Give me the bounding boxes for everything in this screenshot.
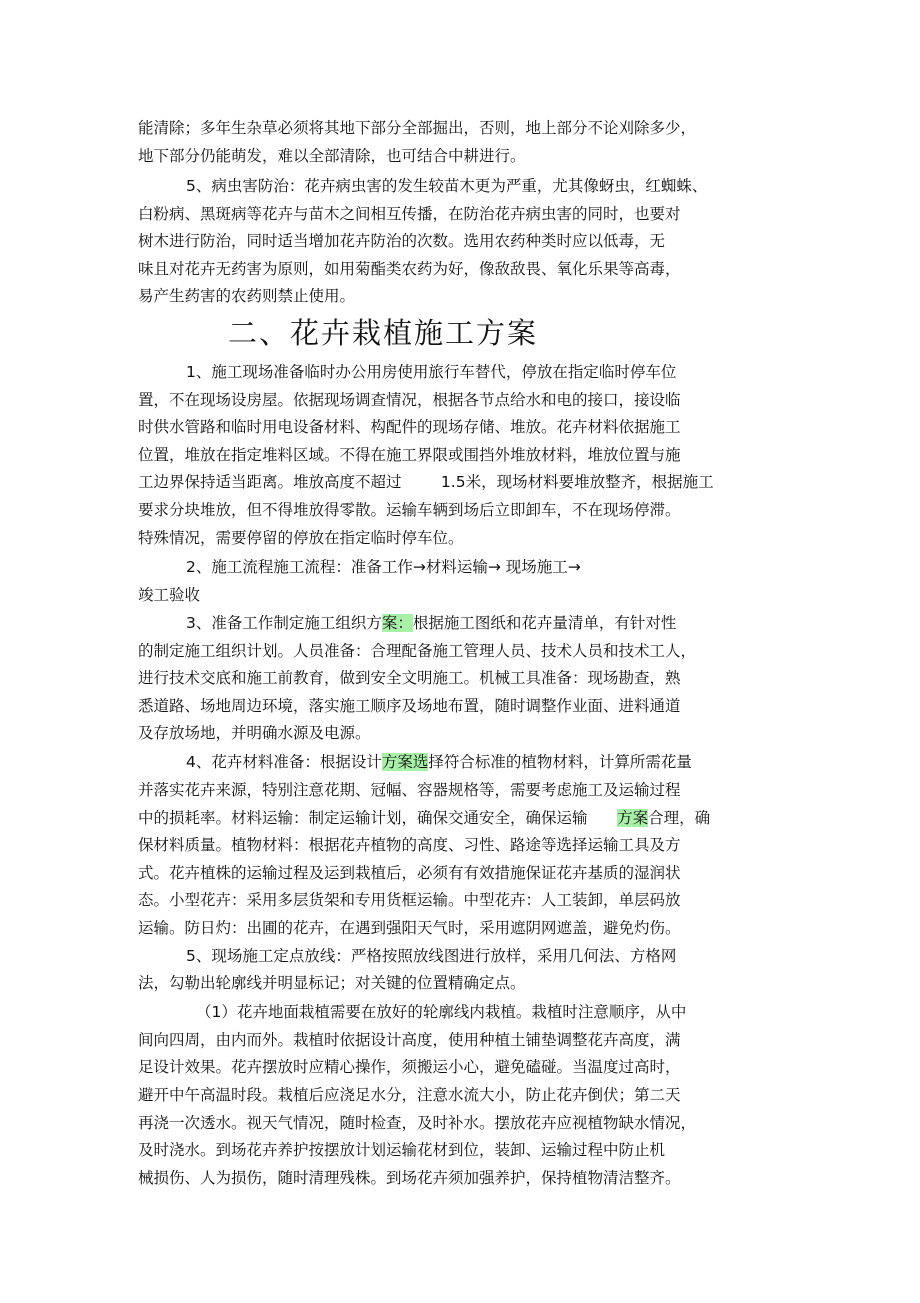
text-line [138,808,800,830]
text-segment: 竣工验收 [138,586,201,604]
text-segment: 态。小型花卉：采用多层货架和专用货框运输。中型花卉：人工装卸，单层码放 [138,891,681,909]
text-segment: 3、准备工作制定施工组织方 [186,614,382,632]
text-line [138,118,800,140]
text-segment: 位置，堆放在指定堆料区域。不得在施工界限或围挡外堆放材料，堆放位置与施 [138,446,681,464]
text-segment: 悉道路、场地周边环境，落实施工顺序及场地布置，随时调整作业面、进料通道 [138,697,681,715]
text-segment: 置，不在现场设房屋。依据现场调查情况，根据各节点给水和电的接口，接设临 [138,391,681,409]
text-segment: 5、病虫害防治：花卉病虫害的发生较苗木更为严重，尤其像蚜虫，红蜘蛛、 [186,177,708,195]
text-segment: 间向四周，由内而外。栽植时依据设计高度，使用种植土铺垫调整花卉高度，满 [138,1031,681,1049]
text-segment: 2、施工流程施工流程：准备工作→材料运输→ 现场施工→ [186,558,581,576]
text-segment: 再浇一次透水。视天气情况，随时检查，及时补水。摆放花卉应视植物缺水情况， [138,1114,697,1132]
text-line [138,863,800,885]
text-line [186,752,800,774]
text-line [138,1168,800,1190]
text-segment: 的制定施工组织计划。人员准备：合理配备施工管理人员、技术人员和技术工人， [138,642,697,660]
text-line [138,973,800,995]
text-segment: 树木进行防治，同时适当增加花卉防治的次数。选用农药种类时应以低毒，无 [138,232,666,250]
text-line [138,231,800,253]
text-line [186,613,800,635]
text-segment: 法，勾勒出轮廓线并明显标记；对关键的位置精确定点。 [138,974,526,992]
text-segment: 地下部分仍能萌发，难以全部清除，也可结合中耕进行。 [138,147,526,165]
text-segment: 要求分块堆放，但不得堆放得零散。运输车辆到场后立即卸车，不在现场停滞。 [138,501,681,519]
text-segment [588,809,618,827]
text-line [138,918,800,940]
text-line [138,472,800,494]
section-heading: 二、花卉栽植施工方案 [228,316,539,350]
text-line [138,204,800,226]
text-line [138,723,800,745]
text-segment: 择符合标准的植物材料，计算所需花量 [428,753,692,771]
text-line [138,585,800,607]
text-segment: 足设计效果。花卉摆放时应精心操作，须搬运小心，避免磕碰。当温度过高时， [138,1058,681,1076]
text-line [138,445,800,467]
text-segment: 中的损耗率。材料运输：制定运输计划，确保交通安全，确保运输 [138,809,588,827]
text-line [138,641,800,663]
text-segment: 白粉病、黑斑病等花卉与苗木之间相互传播，在防治花卉病虫害的同时，也要对 [138,205,681,223]
text-line [138,1140,800,1162]
text-segment: 味且对花卉无药害为原则，如用菊酯类农药为好，像敌敌畏、氧化乐果等高毒， [138,260,681,278]
text-segment: 1、施工现场准备临时办公用房使用旅行车替代，停放在指定临时停车位 [186,363,677,381]
text-line [138,286,800,308]
text-segment: 式。花卉植株的运输过程及运到栽植后，必须有有效措施保证花卉基质的湿润状 [138,864,681,882]
text-segment: 运输。防日灼：出圃的花卉，在遇到强阳天气时，采用遮阴网遮盖，避免灼伤。 [138,919,681,937]
text-segment: 1.5米，现场材料要堆放整齐，根据施工 [401,473,714,491]
text-segment: 进行技术交底和施工前教育，做到安全文明施工。机械工具准备：现场勘查，熟 [138,669,681,687]
text-line [138,890,800,912]
text-line [138,780,800,802]
text-line [138,1030,800,1052]
highlighted-text: 方案选 [381,753,429,771]
text-line [138,1085,800,1107]
text-segment: 合理，确 [648,809,711,827]
text-segment: （1）花卉地面栽植需要在放好的轮廓线内栽植。栽植时注意顺序，从中 [196,1003,687,1021]
text-segment: 工边界保持适当距离。堆放高度不超过 [138,473,402,491]
text-segment: 5、现场施工定点放线：严格按照放线图进行放样，采用几何法、方格网 [186,947,677,965]
text-segment: 能清除；多年生杂草必须将其地下部分全部掘出，否则，地上部分不论刈除多少， [138,119,697,137]
text-line [186,176,800,198]
text-segment: 保材料质量。植物材料：根据花卉植物的高度、习性、路途等选择运输工具及方 [138,836,681,854]
text-line [138,417,800,439]
text-segment: 4、花卉材料准备：根据设计 [186,753,382,771]
text-line [186,557,800,579]
highlighted-text: 方案 [617,809,649,827]
text-line [138,500,800,522]
text-segment: 时供水管路和临时用电设备材料、构配件的现场存储、堆放。花卉材料依据施工 [138,418,681,436]
text-segment: 根据施工图纸和花卉量清单，有针对性 [412,614,677,632]
text-line [138,390,800,412]
text-line [138,259,800,281]
text-line [138,696,800,718]
text-line [138,668,800,690]
text-line [186,362,800,384]
text-segment: 及时浇水。到场花卉养护按摆放计划运输花材到位，装卸、运输过程中防止机 [138,1141,666,1159]
text-segment: 避开中午高温时段。栽植后应浇足水分，注意水流大小，防止花卉倒伏；第二天 [138,1086,681,1104]
text-line [138,1057,800,1079]
highlighted-text: 案： [381,614,413,632]
text-line [138,835,800,857]
text-line [196,1002,800,1024]
text-line [138,146,800,168]
text-segment: 特殊情况，需要停留的停放在指定临时停车位。 [138,529,464,547]
text-line [186,946,800,968]
text-segment: 及存放场地，并明确水源及电源。 [138,724,371,742]
text-segment: 械损伤、人为损伤，随时清理残株。到场花卉须加强养护，保持植物清洁整齐。 [138,1169,681,1187]
text-segment: 并落实花卉来源，特别注意花期、冠幅、容器规格等，需要考虑施工及运输过程 [138,781,681,799]
text-line [138,1113,800,1135]
text-segment: 易产生药害的农药则禁止使用。 [138,287,356,305]
text-line [138,528,800,550]
